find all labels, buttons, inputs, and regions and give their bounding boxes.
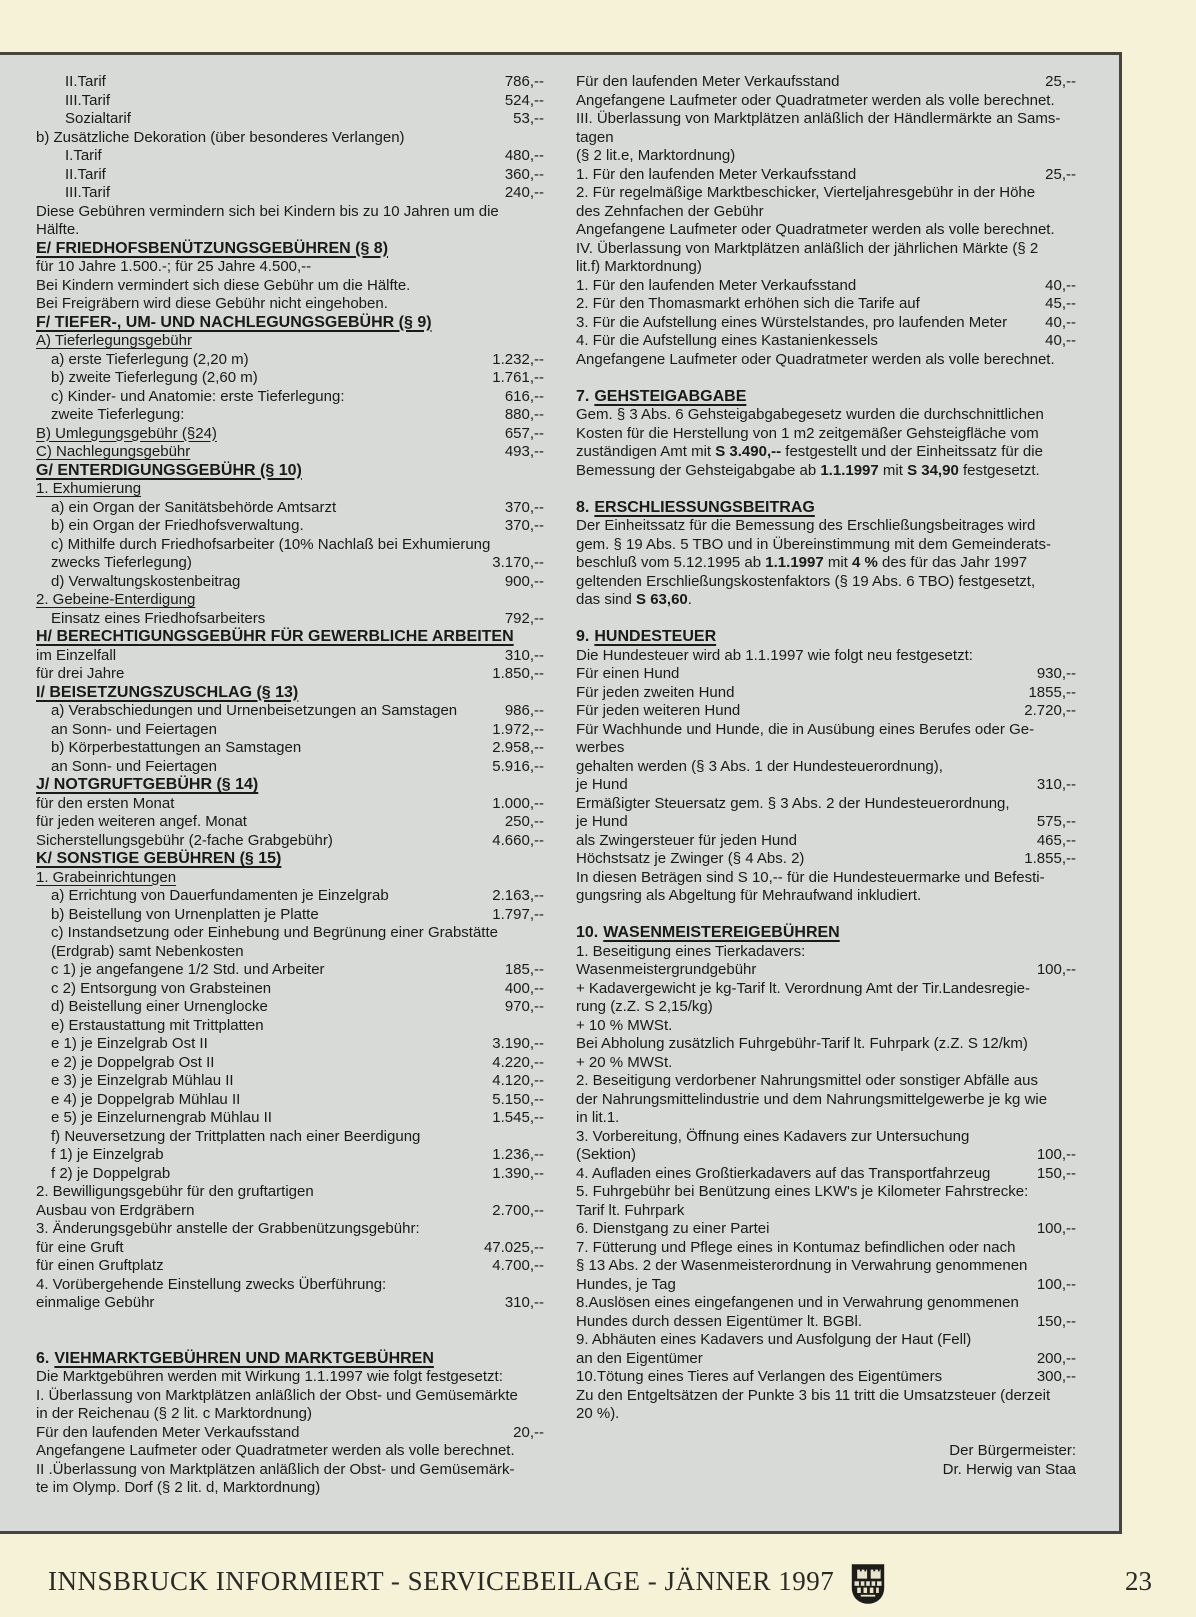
fee-row: je Hund 310,-- — [576, 776, 1076, 793]
fee-value: 786,-- — [504, 73, 544, 90]
text-line: c) Mithilfe durch Friedhofsarbeiter (10% Nachlaß bei Exhumierung — [51, 535, 491, 553]
text-line: 1. Exhumierung — [36, 480, 142, 497]
fee-value: 2.958,-- — [492, 739, 544, 756]
section-heading: G/ ENTERDIGUNGSGEBÜHR (§ 10) — [36, 461, 302, 479]
fee-row: e 1) je Einzelgrab Ost II 3.190,-- — [51, 1035, 544, 1052]
text-line: in lit.1. — [576, 1109, 620, 1126]
innsbruck-coat-of-arms-icon — [850, 1562, 886, 1606]
fee-row: für drei Jahre 1.850,-- — [36, 665, 544, 682]
text-line: A) Tieferlegungsgebühr — [36, 332, 192, 349]
left-column — [36, 73, 544, 1498]
fee-value: 1.545,-- — [492, 1109, 544, 1126]
fee-value: 47.025,-- — [483, 1238, 544, 1256]
text-line: Die Hundesteuer wird ab 1.1.1997 wie folgt neu festgesetzt: — [576, 646, 973, 664]
fee-row: e 5) je Einzelurnengrab Mühlau II 1.545,-- — [51, 1109, 544, 1126]
section-heading: H/ BERECHTIGUNGSGEBÜHR FÜR GEWERBLICHE ARBEITEN — [36, 628, 514, 645]
section-heading: K/ SONSTIGE GEBÜHREN (§ 15) — [36, 850, 282, 867]
fee-row: c 2) Entsorgung von Grabsteinen 400,-- — [51, 979, 544, 997]
section-heading: E/ FRIEDHOFSBENÜTZUNGSGEBÜHREN (§ 8) — [36, 239, 389, 257]
fee-value: 465,-- — [1036, 831, 1076, 849]
fee-value: 5.916,-- — [492, 757, 544, 775]
fee-row: III.Tarif 240,-- — [65, 184, 544, 201]
fee-value: 1.236,-- — [492, 1146, 544, 1163]
text-line: Angefangene Laufmeter oder Quadratmeter werden als volle berechnet. — [576, 91, 1055, 109]
fee-value: 616,-- — [504, 387, 544, 405]
text-line: der Nahrungsmittelindustrie und dem Nahrungsmittelgewerbe je kg wie — [576, 1090, 1048, 1108]
heading-number: 6. — [36, 1349, 50, 1367]
text-line: Dr. Herwig van Staa — [942, 1460, 1076, 1478]
fee-row: an Sonn- und Feiertagen 1.972,-- — [51, 720, 544, 738]
text-line: (Erdgrab) samt Nebenkosten — [51, 942, 244, 960]
text-line: 5. Fuhrgebühr bei Benützung eines LKW's je Kilometer Fahrstrecke: — [576, 1183, 1029, 1200]
fee-value: 100,-- — [1036, 1146, 1076, 1163]
fee-value: 524,-- — [504, 91, 544, 109]
text-line: Diese Gebühren vermindern sich bei Kindern bis zu 10 Jahren um die — [36, 202, 499, 220]
two-column-layout — [0, 55, 1119, 1498]
text-line: b) Zusätzliche Dekoration (über besonderes Verlangen) — [36, 128, 405, 146]
text-line: + Kadavergewicht je kg-Tarif lt. Verordnung Amt der Tir.Landesregie- — [576, 979, 1030, 997]
text-line: III. Überlassung von Marktplätzen anläßlich der Händlermärkte an Sams- — [576, 110, 1061, 127]
fee-row: b) Körperbestattungen an Samstagen 2.958,-- — [51, 739, 544, 756]
fee-row: a) ein Organ der Sanitätsbehörde Amtsarzt 370,-- — [51, 498, 544, 516]
text-line: 2. Gebeine-Enterdigung — [36, 591, 196, 608]
footer-title: INNSBRUCK INFORMIERT - SERVICEBEILAGE - JÄNNER 1997 — [48, 1566, 835, 1596]
fee-value: 575,-- — [1036, 813, 1076, 830]
fee-value: 25,-- — [1045, 165, 1076, 183]
section-heading: F/ TIEFER-, UM- UND NACHLEGUNGSGEBÜHR (§ 9) — [36, 313, 432, 331]
fee-value: 250,-- — [504, 813, 544, 830]
fee-row: 1. Für den laufenden Meter Verkaufsstand 40,-- — [576, 276, 1076, 294]
fee-row: b) Beistellung von Urnenplatten je Platte 1.797,-- — [51, 905, 544, 923]
fee-value: 185,-- — [504, 961, 544, 978]
text-line: das sind S 63,60. — [576, 591, 692, 608]
fee-row: Für jeden weiteren Hund 2.720,-- — [576, 702, 1076, 719]
text-line: IV. Überlassung von Marktplätzen anläßlich der jährlichen Märkte (§ 2 — [576, 239, 1039, 257]
fee-value: 400,-- — [504, 979, 544, 997]
section-heading: I/ BEISETZUNGSZUSCHLAG (§ 13) — [36, 683, 299, 701]
heading-number: 9. — [576, 628, 590, 645]
text-line: Bei Abholung zusätzlich Fuhrgebühr-Tarif lt. Fuhrpark (z.Z. S 12/km) — [576, 1035, 1028, 1052]
fee-value: 1.390,-- — [492, 1164, 544, 1182]
text-line: Gem. § 3 Abs. 6 Gehsteigabgabegesetz wurden die durchschnittlichen — [576, 406, 1044, 423]
fee-value: 986,-- — [504, 702, 544, 719]
text-line: Die Marktgebühren werden mit Wirkung 1.1.1997 wie folgt festgesetzt: — [36, 1368, 503, 1385]
fee-value: 930,-- — [1036, 665, 1076, 682]
heading-number: 8. — [576, 498, 590, 516]
fee-row: je Hund 575,-- — [576, 813, 1076, 830]
text-line: Tarif lt. Fuhrpark — [576, 1201, 685, 1219]
fee-value: 310,-- — [504, 1294, 544, 1311]
fee-row: Wasenmeistergrundgebühr 100,-- — [576, 961, 1076, 978]
fee-value: 40,-- — [1045, 313, 1076, 331]
fee-value: 100,-- — [1036, 1275, 1076, 1293]
text-line: lit.f) Marktordnung) — [576, 258, 702, 275]
text-line: für 10 Jahre 1.500.-; für 25 Jahre 4.500,-- — [36, 258, 312, 275]
fee-value: 100,-- — [1036, 961, 1076, 978]
section-heading: 9. HUNDESTEUER — [576, 628, 717, 645]
fee-value: 240,-- — [504, 184, 544, 201]
fee-schedule-panel — [0, 52, 1122, 1534]
fee-value: 45,-- — [1045, 295, 1076, 312]
text-line: Ermäßigter Steuersatz gem. § 3 Abs. 2 der Hundesteuerordnung, — [576, 794, 1010, 812]
text-line: 1. Grabeinrichtungen — [36, 868, 177, 886]
fee-row: e 3) je Einzelgrab Mühlau II 4.120,-- — [51, 1072, 544, 1089]
text-line: 8.Auslösen eines eingefangenen und in Verwahrung genommenen — [576, 1294, 1019, 1311]
text-line: e) Erstaustattung mit Trittplatten — [51, 1016, 264, 1034]
fee-row: einmalige Gebühr 310,-- — [36, 1294, 544, 1311]
fee-row: e 2) je Doppelgrab Ost II 4.220,-- — [51, 1053, 544, 1071]
fee-row: b) ein Organ der Friedhofsverwaltung. 370,-- — [51, 517, 544, 534]
page-number: 23 — [1125, 1566, 1152, 1596]
blank-line — [576, 610, 1076, 629]
text-line: rung (z.Z. S 2,15/kg) — [576, 998, 713, 1015]
fee-value: 493,-- — [504, 443, 544, 460]
fee-row: f 2) je Doppelgrab 1.390,-- — [51, 1164, 544, 1182]
fee-value: 150,-- — [1036, 1312, 1076, 1330]
fee-row: Sicherstellungsgebühr (2-fache Grabgebühr) 4.660,-- — [36, 831, 544, 849]
fee-value: 150,-- — [1036, 1164, 1076, 1182]
blank-line — [36, 1313, 544, 1332]
text-line: Angefangene Laufmeter oder Quadratmeter werden als volle berechnet. — [576, 350, 1055, 368]
section-heading: 8. ERSCHLIESSUNGSBEITRAG — [576, 498, 815, 516]
fee-row: Für den laufenden Meter Verkaufsstand 20,-- — [36, 1423, 544, 1441]
text-line: geltenden Erschließungskostenfaktors (§ 19 Abs. 6 TBO) festgesetzt, — [576, 572, 1036, 590]
text-line: Bei Kindern vermindert sich diese Gebühr um die Hälfte. — [36, 276, 411, 294]
fee-value: 2.700,-- — [492, 1201, 544, 1219]
heading-number: 10. — [576, 924, 599, 941]
blank-line — [576, 906, 1076, 925]
text-line: gem. § 19 Abs. 5 TBO und in Übereinstimmung mit dem Gemeinderats- — [576, 535, 1051, 553]
section-heading: J/ NOTGRUFTGEBÜHR (§ 14) — [36, 776, 259, 793]
fee-value: 310,-- — [504, 646, 544, 664]
blank-line — [36, 1331, 544, 1350]
blank-line — [576, 369, 1076, 388]
fee-value: 370,-- — [504, 517, 544, 534]
fee-value: 2.720,-- — [1024, 702, 1076, 719]
fee-value: 1.232,-- — [492, 350, 544, 368]
text-line: 7. Fütterung und Pflege eines in Kontumaz befindlichen oder nach — [576, 1238, 1016, 1256]
fee-row: d) Beistellung einer Urnenglocke 970,-- — [51, 998, 544, 1015]
fee-value: 1.761,-- — [492, 369, 544, 386]
fee-row: Einsatz eines Friedhofsarbeiters 792,-- — [51, 609, 544, 627]
fee-value: 900,-- — [504, 572, 544, 590]
fee-value: 4.220,-- — [492, 1053, 544, 1071]
text-line: § 13 Abs. 2 der Wasenmeisterordnung in Verwahrung genommenen — [576, 1257, 1028, 1274]
fee-row: a) Verabschiedungen und Urnenbeisetzungen an Samstagen 986,-- — [51, 702, 544, 719]
section-heading: 6. VIEHMARKTGEBÜHREN UND MARKTGEBÜHREN — [36, 1349, 434, 1367]
fee-row: Sozialtarif 53,-- — [65, 110, 544, 127]
fee-value: 480,-- — [504, 147, 544, 164]
fee-row: e 4) je Doppelgrab Mühlau II 5.150,-- — [51, 1090, 544, 1108]
fee-value: 4.660,-- — [492, 831, 544, 849]
text-line: werbes — [576, 739, 625, 756]
text-line: 3. Änderungsgebühr anstelle der Grabbenützungsgebühr: — [36, 1220, 420, 1237]
text-line: 2. Beseitigung verdorbener Nahrungsmittel oder sonstiger Abfälle aus — [576, 1072, 1038, 1089]
text-line: Der Einheitssatz für die Bemessung des Erschließungsbeitrages wird — [576, 517, 1036, 534]
fee-value: 310,-- — [1036, 776, 1076, 793]
fee-row: c 1) je angefangene 1/2 Std. und Arbeiter 185,-- — [51, 961, 544, 978]
text-line: 9. Abhäuten eines Kadavers und Ausfolgung der Haut (Fell) — [576, 1331, 972, 1348]
fee-value: 370,-- — [504, 498, 544, 516]
text-line: I. Überlassung von Marktplätzen anläßlich der Obst- und Gemüsemärkte — [36, 1386, 518, 1404]
fee-row: Hundes durch dessen Eigentümer lt. BGBl. 150,-- — [576, 1312, 1076, 1330]
fee-row: für einen Gruftplatz 4.700,-- — [36, 1257, 544, 1274]
text-line: Hälfte. — [36, 221, 80, 238]
fee-value: 2.163,-- — [492, 887, 544, 904]
fee-value: 880,-- — [504, 406, 544, 423]
text-line: + 10 % MWSt. — [576, 1016, 673, 1034]
fee-value: 657,-- — [504, 424, 544, 442]
fee-row: Für den laufenden Meter Verkaufsstand 25,-- — [576, 73, 1076, 90]
fee-row: für den ersten Monat 1.000,-- — [36, 794, 544, 812]
blank-line — [576, 1424, 1076, 1443]
text-line: Angefangene Laufmeter oder Quadratmeter werden als volle berechnet. — [36, 1442, 515, 1459]
fee-value: 4.120,-- — [492, 1072, 544, 1089]
fee-row: 10.Tötung eines Tieres auf Verlangen des Eigentümers 300,-- — [576, 1368, 1076, 1385]
fee-value: 3.170,-- — [492, 554, 544, 571]
text-line: 2. Für regelmäßige Marktbeschicker, Vierteljahresgebühr in der Höhe — [576, 184, 1036, 201]
fee-row: Für einen Hund 930,-- — [576, 665, 1076, 682]
fee-value: 100,-- — [1036, 1220, 1076, 1237]
fee-row: an den Eigentümer 200,-- — [576, 1349, 1076, 1367]
text-line: + 20 % MWSt. — [576, 1053, 673, 1071]
fee-row: 4. Für die Aufstellung eines Kastanienkessels 40,-- — [576, 332, 1076, 349]
text-line: beschluß vom 5.12.1995 ab 1.1.1997 mit 4 % des für das Jahr 1997 — [576, 554, 1028, 571]
fee-row: 3. Für die Aufstellung eines Würstelstandes, pro laufenden Meter 40,-- — [576, 313, 1076, 331]
fee-row: Höchstsatz je Zwinger (§ 4 Abs. 2) 1.855,-- — [576, 850, 1076, 867]
text-line: Angefangene Laufmeter oder Quadratmeter werden als volle berechnet. — [576, 221, 1055, 238]
fee-value: 1.855,-- — [1024, 850, 1076, 867]
fee-value: 1.797,-- — [492, 905, 544, 923]
fee-value: 40,-- — [1045, 332, 1076, 349]
fee-row: II.Tarif 360,-- — [65, 165, 544, 183]
fee-value: 792,-- — [504, 609, 544, 627]
fee-row: zwecks Tieferlegung) 3.170,-- — [51, 554, 544, 571]
text-line: 1. Beseitigung eines Tierkadavers: — [576, 942, 806, 960]
fee-value: 970,-- — [504, 998, 544, 1015]
text-line: tagen — [576, 128, 614, 146]
blank-line — [576, 480, 1076, 499]
fee-row: für jeden weiteren angef. Monat 250,-- — [36, 813, 544, 830]
text-line: gungsring als Abgeltung für Mehraufwand inkludiert. — [576, 887, 922, 904]
fee-row: 2. Für den Thomasmarkt erhöhen sich die Tarife auf 45,-- — [576, 295, 1076, 312]
fee-value: 1855,-- — [1028, 683, 1076, 701]
text-line: Kosten für die Herstellung von 1 m2 zeitgemäßer Gehsteigfläche vom — [576, 424, 1039, 442]
section-heading: 10. WASENMEISTEREIGEBÜHREN — [576, 924, 840, 941]
fee-row: als Zwingersteuer für jeden Hund 465,-- — [576, 831, 1076, 849]
fee-value: 200,-- — [1036, 1349, 1076, 1367]
fee-row: d) Verwaltungskostenbeitrag 900,-- — [51, 572, 544, 590]
fee-value: 5.150,-- — [492, 1090, 544, 1108]
heading-number: 7. — [576, 387, 590, 405]
text-line: 2. Bewilligungsgebühr für den gruftartigen — [36, 1183, 314, 1200]
fee-row: f 1) je Einzelgrab 1.236,-- — [51, 1146, 544, 1163]
fee-value: 1.850,-- — [492, 665, 544, 682]
text-line: (§ 2 lit.e, Marktordnung) — [576, 147, 736, 164]
fee-value: 300,-- — [1036, 1368, 1076, 1385]
text-line: Für Wachhunde und Hunde, die in Ausübung eines Berufes oder Ge- — [576, 720, 1035, 738]
fee-row: b) zweite Tieferlegung (2,60 m) 1.761,-- — [51, 369, 544, 386]
fee-value: 20,-- — [513, 1423, 544, 1441]
fee-row: C) Nachlegungsgebühr 493,-- — [36, 443, 544, 460]
fee-value: 40,-- — [1045, 276, 1076, 294]
fee-row: Für jeden zweiten Hund 1855,-- — [576, 683, 1076, 701]
fee-row: an Sonn- und Feiertagen 5.916,-- — [51, 757, 544, 775]
text-line: zuständigen Amt mit S 3.490,-- festgestellt und der Einheitssatz für die — [576, 443, 1043, 460]
fee-value: 3.190,-- — [492, 1035, 544, 1052]
fee-row: (Sektion) 100,-- — [576, 1146, 1076, 1163]
fee-row: I.Tarif 480,-- — [65, 147, 544, 164]
text-line: In diesen Beträgen sind S 10,-- für die Hundesteuermarke und Befesti- — [576, 868, 1045, 886]
text-line: te im Olymp. Dorf (§ 2 lit. d, Marktordnung) — [36, 1479, 321, 1496]
fee-value: 1.972,-- — [492, 720, 544, 738]
fee-row: a) Errichtung von Dauerfundamenten je Einzelgrab 2.163,-- — [51, 887, 544, 904]
fee-row: 6. Dienstgang zu einer Partei 100,-- — [576, 1220, 1076, 1237]
fee-row: 4. Aufladen eines Großtierkadavers auf das Transportfahrzeug 150,-- — [576, 1164, 1076, 1182]
text-line: 4. Vorübergehende Einstellung zwecks Überführung: — [36, 1275, 387, 1293]
text-line: Bemessung der Gehsteigabgabe ab 1.1.1997 mit S 34,90 festgesetzt. — [576, 461, 1040, 479]
text-line: gehalten werden (§ 3 Abs. 1 der Hundesteuerordnung), — [576, 757, 943, 775]
fee-row: c) Kinder- und Anatomie: erste Tieferlegung: 616,-- — [51, 387, 544, 405]
fee-row: Ausbau von Erdgräbern 2.700,-- — [36, 1201, 544, 1219]
fee-value: 25,-- — [1045, 73, 1076, 90]
fee-row: B) Umlegungsgebühr (§24) 657,-- — [36, 424, 544, 442]
text-line: Der Bürgermeister: — [949, 1442, 1076, 1459]
text-line: II .Überlassung von Marktplätzen anläßlich der Obst- und Gemüsemärk- — [36, 1460, 515, 1478]
fee-value: 1.000,-- — [492, 794, 544, 812]
fee-row: zweite Tieferlegung: 880,-- — [51, 406, 544, 423]
page-footer — [0, 1534, 1196, 1617]
fee-value: 4.700,-- — [492, 1257, 544, 1274]
text-line: c) Instandsetzung oder Einhebung und Begrünung einer Grabstätte — [51, 924, 498, 941]
fee-row: a) erste Tieferlegung (2,20 m) 1.232,-- — [51, 350, 544, 368]
fee-row: Hundes, je Tag 100,-- — [576, 1275, 1076, 1293]
text-line: in der Reichenau (§ 2 lit. c Marktordnung) — [36, 1405, 312, 1422]
fee-row: im Einzelfall 310,-- — [36, 646, 544, 664]
text-line: Zu den Entgeltsätzen der Punkte 3 bis 11 tritt die Umsatzsteuer (derzeit — [576, 1386, 1051, 1404]
text-line: f) Neuversetzung der Trittplatten nach einer Beerdigung — [51, 1127, 421, 1145]
text-line: des Zehnfachen der Gebühr — [576, 202, 764, 220]
text-line: Bei Freigräbern wird diese Gebühr nicht eingehoben. — [36, 295, 388, 312]
fee-value: 360,-- — [504, 165, 544, 183]
text-line: 20 %). — [576, 1405, 620, 1422]
fee-row: III.Tarif 524,-- — [65, 91, 544, 109]
fee-row: 1. Für den laufenden Meter Verkaufsstand 25,-- — [576, 165, 1076, 183]
fee-row: für eine Gruft 47.025,-- — [36, 1238, 544, 1256]
right-column — [576, 73, 1076, 1498]
section-heading: 7. GEHSTEIGABGABE — [576, 387, 747, 405]
text-line: 3. Vorbereitung, Öffnung eines Kadavers zur Untersuchung — [576, 1127, 970, 1145]
fee-value: 53,-- — [513, 110, 544, 127]
fee-row: II.Tarif 786,-- — [65, 73, 544, 90]
